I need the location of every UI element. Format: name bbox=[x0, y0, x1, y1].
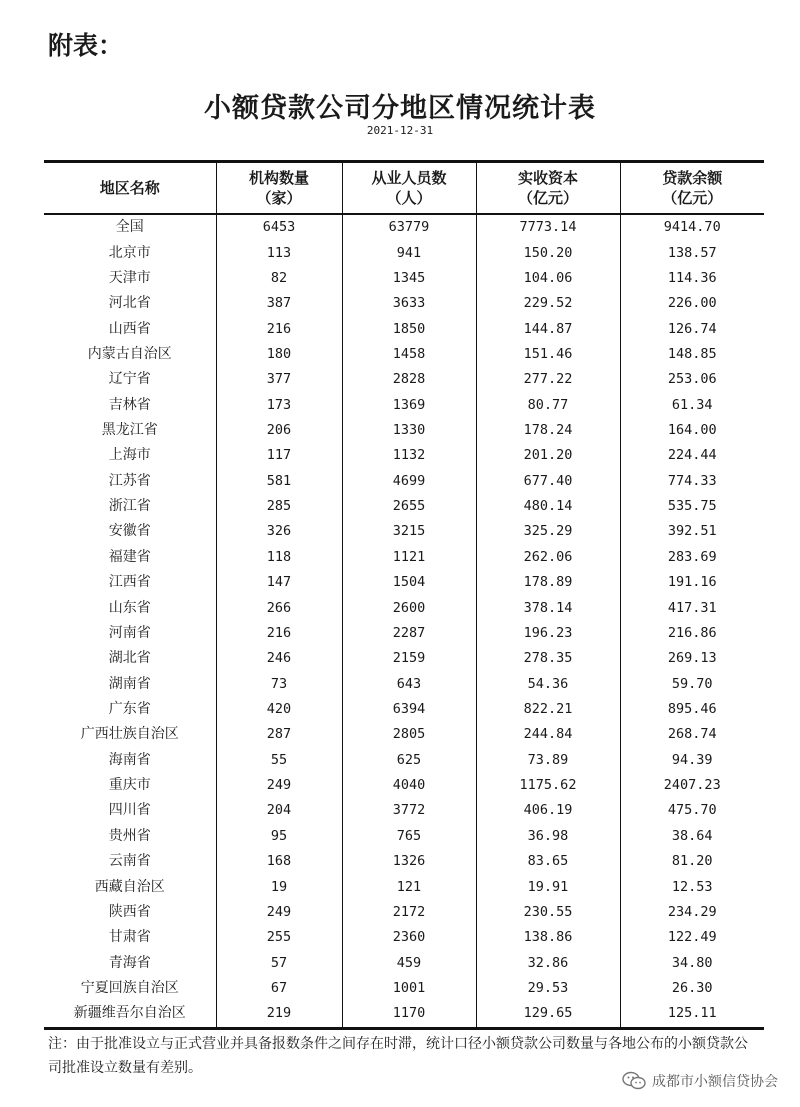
cell-institution-count: 57 bbox=[216, 950, 342, 975]
watermark-text: 成都市小额信贷协会 bbox=[652, 1074, 778, 1090]
table-row bbox=[44, 469, 764, 494]
cell-institution-count: 249 bbox=[216, 773, 342, 798]
cell-region: 上海市 bbox=[108, 447, 151, 464]
table-row bbox=[44, 519, 764, 544]
wechat-icon bbox=[622, 1071, 646, 1091]
cell-institution-count: 581 bbox=[216, 469, 342, 494]
cell-region: 安徽省 bbox=[108, 523, 151, 540]
cell-region: 广东省 bbox=[108, 701, 151, 717]
cell-paid-in-capital: 7773.14 bbox=[476, 214, 620, 240]
header-unit: （家） bbox=[256, 189, 302, 207]
cell-institution-count: 73 bbox=[216, 671, 342, 696]
header-region bbox=[44, 162, 216, 215]
cell-institution-count: 377 bbox=[216, 367, 342, 392]
cell-region: 江西省 bbox=[108, 574, 151, 591]
cell-region: 新疆维吾尔自治区 bbox=[73, 1005, 186, 1022]
cell-paid-in-capital: 229.52 bbox=[476, 291, 620, 316]
table-row bbox=[44, 240, 764, 265]
cell-loan-balance: 417.31 bbox=[620, 595, 764, 620]
table-row bbox=[44, 291, 764, 316]
cell-loan-balance: 61.34 bbox=[620, 393, 764, 418]
cell-employees: 1369 bbox=[342, 393, 476, 418]
cell-institution-count: 95 bbox=[216, 824, 342, 849]
cell-institution-count: 118 bbox=[216, 545, 342, 570]
cell-institution-count: 55 bbox=[216, 748, 342, 773]
cell-paid-in-capital: 196.23 bbox=[476, 621, 620, 646]
cell-employees: 625 bbox=[342, 748, 476, 773]
cell-employees: 1458 bbox=[342, 342, 476, 367]
cell-region: 广西壮族自治区 bbox=[80, 726, 179, 743]
cell-region: 陕西省 bbox=[108, 903, 151, 920]
cell-employees: 6394 bbox=[342, 697, 476, 722]
cell-paid-in-capital: 83.65 bbox=[476, 849, 620, 874]
cell-employees: 941 bbox=[342, 240, 476, 265]
cell-employees: 63779 bbox=[342, 214, 476, 240]
cell-region: 青海省 bbox=[108, 954, 151, 971]
cell-institution-count: 117 bbox=[216, 443, 342, 468]
cell-paid-in-capital: 244.84 bbox=[476, 722, 620, 747]
cell-institution-count: 326 bbox=[216, 519, 342, 544]
cell-employees: 2287 bbox=[342, 621, 476, 646]
cell-employees: 3215 bbox=[342, 519, 476, 544]
cell-loan-balance: 94.39 bbox=[620, 748, 764, 773]
cell-loan-balance: 164.00 bbox=[620, 418, 764, 443]
cell-loan-balance: 774.33 bbox=[620, 469, 764, 494]
cell-loan-balance: 895.46 bbox=[620, 697, 764, 722]
cell-region: 西藏自治区 bbox=[94, 878, 165, 895]
cell-paid-in-capital: 80.77 bbox=[476, 393, 620, 418]
cell-loan-balance: 268.74 bbox=[620, 722, 764, 747]
cell-institution-count: 216 bbox=[216, 316, 342, 341]
cell-loan-balance: 535.75 bbox=[620, 494, 764, 519]
cell-institution-count: 219 bbox=[216, 1001, 342, 1028]
cell-region: 福建省 bbox=[108, 548, 151, 565]
header-main: 贷款余额 bbox=[662, 169, 723, 187]
cell-institution-count: 420 bbox=[216, 697, 342, 722]
cell-region: 山东省 bbox=[108, 599, 151, 616]
cell-loan-balance: 2407.23 bbox=[620, 773, 764, 798]
cell-paid-in-capital: 150.20 bbox=[476, 240, 620, 265]
cell-employees: 1326 bbox=[342, 849, 476, 874]
cell-paid-in-capital: 406.19 bbox=[476, 798, 620, 823]
table-row bbox=[44, 722, 764, 747]
cell-institution-count: 180 bbox=[216, 342, 342, 367]
cell-employees: 4699 bbox=[342, 469, 476, 494]
table-row bbox=[44, 748, 764, 773]
cell-employees: 2159 bbox=[342, 646, 476, 671]
cell-employees: 3633 bbox=[342, 291, 476, 316]
cell-loan-balance: 226.00 bbox=[620, 291, 764, 316]
header-main: 机构数量 bbox=[248, 169, 309, 187]
cell-employees: 1170 bbox=[342, 1001, 476, 1028]
table-row bbox=[44, 773, 764, 798]
cell-region: 河北省 bbox=[108, 295, 151, 312]
cell-loan-balance: 12.53 bbox=[620, 874, 764, 899]
table-row bbox=[44, 621, 764, 646]
cell-region: 湖南省 bbox=[108, 675, 151, 692]
cell-paid-in-capital: 54.36 bbox=[476, 671, 620, 696]
cell-institution-count: 173 bbox=[216, 393, 342, 418]
table-body bbox=[44, 214, 764, 1028]
cell-institution-count: 249 bbox=[216, 900, 342, 925]
cell-region: 宁夏回族自治区 bbox=[80, 979, 179, 996]
table-row bbox=[44, 342, 764, 367]
cell-institution-count: 113 bbox=[216, 240, 342, 265]
cell-paid-in-capital: 178.24 bbox=[476, 418, 620, 443]
header-main: 地区名称 bbox=[99, 179, 160, 197]
cell-region: 重庆市 bbox=[108, 777, 151, 794]
cell-region: 辽宁省 bbox=[108, 371, 151, 388]
cell-paid-in-capital: 36.98 bbox=[476, 824, 620, 849]
appendix-label: 附表： bbox=[48, 31, 124, 60]
cell-institution-count: 387 bbox=[216, 291, 342, 316]
cell-region: 湖北省 bbox=[108, 650, 151, 667]
cell-loan-balance: 81.20 bbox=[620, 849, 764, 874]
cell-institution-count: 168 bbox=[216, 849, 342, 874]
cell-institution-count: 6453 bbox=[216, 214, 342, 240]
cell-employees: 121 bbox=[342, 874, 476, 899]
cell-institution-count: 255 bbox=[216, 925, 342, 950]
cell-region: 海南省 bbox=[108, 751, 151, 768]
cell-paid-in-capital: 1175.62 bbox=[476, 773, 620, 798]
cell-loan-balance: 191.16 bbox=[620, 570, 764, 595]
cell-loan-balance: 125.11 bbox=[620, 1001, 764, 1028]
table-row bbox=[44, 671, 764, 696]
cell-employees: 1850 bbox=[342, 316, 476, 341]
header-paid-in-capital bbox=[476, 162, 620, 215]
table-row bbox=[44, 874, 764, 899]
cell-loan-balance: 138.57 bbox=[620, 240, 764, 265]
table-row bbox=[44, 849, 764, 874]
header-unit: （亿元） bbox=[517, 189, 578, 207]
header-main: 实收资本 bbox=[517, 169, 578, 187]
cell-employees: 765 bbox=[342, 824, 476, 849]
cell-institution-count: 206 bbox=[216, 418, 342, 443]
cell-region: 甘肃省 bbox=[108, 929, 151, 946]
table-row bbox=[44, 976, 764, 1001]
cell-paid-in-capital: 262.06 bbox=[476, 545, 620, 570]
cell-loan-balance: 224.44 bbox=[620, 443, 764, 468]
cell-employees: 3772 bbox=[342, 798, 476, 823]
table-row bbox=[44, 595, 764, 620]
table-row bbox=[44, 393, 764, 418]
cell-paid-in-capital: 104.06 bbox=[476, 266, 620, 291]
cell-paid-in-capital: 378.14 bbox=[476, 595, 620, 620]
cell-employees: 1330 bbox=[342, 418, 476, 443]
cell-paid-in-capital: 677.40 bbox=[476, 469, 620, 494]
cell-paid-in-capital: 19.91 bbox=[476, 874, 620, 899]
table-row bbox=[44, 697, 764, 722]
cell-employees: 2360 bbox=[342, 925, 476, 950]
cell-paid-in-capital: 277.22 bbox=[476, 367, 620, 392]
cell-employees: 1121 bbox=[342, 545, 476, 570]
table-header-row bbox=[44, 162, 764, 215]
cell-paid-in-capital: 138.86 bbox=[476, 925, 620, 950]
header-unit: （亿元） bbox=[662, 189, 723, 207]
cell-institution-count: 246 bbox=[216, 646, 342, 671]
table-row bbox=[44, 443, 764, 468]
table-row bbox=[44, 950, 764, 975]
cell-loan-balance: 9414.70 bbox=[620, 214, 764, 240]
cell-paid-in-capital: 230.55 bbox=[476, 900, 620, 925]
cell-employees: 1001 bbox=[342, 976, 476, 1001]
cell-employees: 2600 bbox=[342, 595, 476, 620]
cell-institution-count: 204 bbox=[216, 798, 342, 823]
header-unit: （人） bbox=[386, 189, 432, 207]
cell-loan-balance: 234.29 bbox=[620, 900, 764, 925]
cell-institution-count: 287 bbox=[216, 722, 342, 747]
page-title: 小额贷款公司分地区情况统计表 bbox=[204, 93, 596, 124]
cell-paid-in-capital: 201.20 bbox=[476, 443, 620, 468]
cell-paid-in-capital: 151.46 bbox=[476, 342, 620, 367]
cell-region: 黑龙江省 bbox=[101, 422, 158, 439]
cell-region: 吉林省 bbox=[108, 396, 151, 413]
table-row bbox=[44, 266, 764, 291]
cell-employees: 1132 bbox=[342, 443, 476, 468]
table-row bbox=[44, 925, 764, 950]
table-row bbox=[44, 798, 764, 823]
cell-loan-balance: 148.85 bbox=[620, 342, 764, 367]
cell-loan-balance: 34.80 bbox=[620, 950, 764, 975]
cell-loan-balance: 216.86 bbox=[620, 621, 764, 646]
table-row bbox=[44, 367, 764, 392]
table-row bbox=[44, 824, 764, 849]
cell-region: 北京市 bbox=[108, 244, 151, 261]
cell-loan-balance: 26.30 bbox=[620, 976, 764, 1001]
header-loan-balance bbox=[620, 162, 764, 215]
cell-region: 全国 bbox=[115, 219, 144, 236]
cell-region: 江苏省 bbox=[108, 472, 151, 489]
table-row bbox=[44, 214, 764, 240]
table-row bbox=[44, 570, 764, 595]
cell-paid-in-capital: 144.87 bbox=[476, 316, 620, 341]
cell-region: 贵州省 bbox=[108, 827, 151, 844]
cell-region: 山西省 bbox=[108, 320, 151, 337]
cell-employees: 643 bbox=[342, 671, 476, 696]
header-employees bbox=[342, 162, 476, 215]
cell-employees: 1345 bbox=[342, 266, 476, 291]
cell-loan-balance: 122.49 bbox=[620, 925, 764, 950]
cell-institution-count: 19 bbox=[216, 874, 342, 899]
cell-region: 天津市 bbox=[108, 269, 151, 286]
cell-paid-in-capital: 129.65 bbox=[476, 1001, 620, 1028]
watermark bbox=[622, 1071, 778, 1091]
cell-institution-count: 82 bbox=[216, 266, 342, 291]
header-institution-count bbox=[216, 162, 342, 215]
cell-loan-balance: 253.06 bbox=[620, 367, 764, 392]
table-row bbox=[44, 646, 764, 671]
table-row bbox=[44, 494, 764, 519]
cell-loan-balance: 114.36 bbox=[620, 266, 764, 291]
table-row bbox=[44, 316, 764, 341]
cell-employees: 2172 bbox=[342, 900, 476, 925]
header-main: 从业人员数 bbox=[371, 169, 447, 187]
cell-loan-balance: 59.70 bbox=[620, 671, 764, 696]
statistics-table-container bbox=[44, 160, 764, 1030]
cell-paid-in-capital: 29.53 bbox=[476, 976, 620, 1001]
cell-employees: 2805 bbox=[342, 722, 476, 747]
cell-paid-in-capital: 325.29 bbox=[476, 519, 620, 544]
cell-region: 内蒙古自治区 bbox=[87, 345, 172, 362]
cell-employees: 459 bbox=[342, 950, 476, 975]
cell-loan-balance: 392.51 bbox=[620, 519, 764, 544]
cell-institution-count: 285 bbox=[216, 494, 342, 519]
table-row bbox=[44, 545, 764, 570]
cell-institution-count: 67 bbox=[216, 976, 342, 1001]
cell-paid-in-capital: 480.14 bbox=[476, 494, 620, 519]
cell-employees: 1504 bbox=[342, 570, 476, 595]
cell-loan-balance: 126.74 bbox=[620, 316, 764, 341]
cell-paid-in-capital: 178.89 bbox=[476, 570, 620, 595]
cell-paid-in-capital: 32.86 bbox=[476, 950, 620, 975]
cell-institution-count: 266 bbox=[216, 595, 342, 620]
cell-paid-in-capital: 278.35 bbox=[476, 646, 620, 671]
table-row bbox=[44, 1001, 764, 1028]
table-row bbox=[44, 418, 764, 443]
statistics-table bbox=[44, 160, 764, 1030]
cell-employees: 2655 bbox=[342, 494, 476, 519]
footnote: 注：由于批准设立与正式营业并具备报数条件之间存在时滞，统计口径小额贷款公司数量与各地公布的小额贷款公司批准设立数量有差别。 bbox=[48, 1036, 748, 1076]
table-row bbox=[44, 900, 764, 925]
cell-region: 云南省 bbox=[108, 853, 151, 870]
cell-region: 河南省 bbox=[108, 624, 151, 641]
cell-loan-balance: 38.64 bbox=[620, 824, 764, 849]
cell-institution-count: 147 bbox=[216, 570, 342, 595]
cell-loan-balance: 283.69 bbox=[620, 545, 764, 570]
cell-paid-in-capital: 822.21 bbox=[476, 697, 620, 722]
report-date: 2021-12-31 bbox=[366, 124, 434, 137]
cell-institution-count: 216 bbox=[216, 621, 342, 646]
cell-paid-in-capital: 73.89 bbox=[476, 748, 620, 773]
cell-employees: 4040 bbox=[342, 773, 476, 798]
cell-loan-balance: 269.13 bbox=[620, 646, 764, 671]
cell-region: 浙江省 bbox=[108, 498, 151, 515]
cell-region: 四川省 bbox=[108, 802, 151, 819]
cell-loan-balance: 475.70 bbox=[620, 798, 764, 823]
cell-employees: 2828 bbox=[342, 367, 476, 392]
